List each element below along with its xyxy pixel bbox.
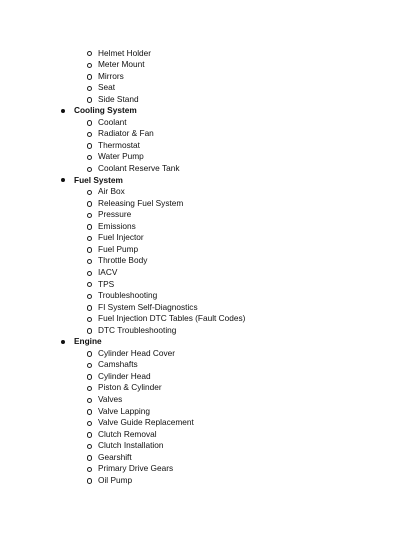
outline-item-label: Fuel Pump: [98, 243, 139, 254]
bullet-circle-icon: [87, 63, 92, 68]
bullet-circle-icon: [87, 51, 92, 56]
bullet-circle-icon: [87, 167, 92, 172]
bullet-circle-icon: [87, 455, 92, 460]
bullet-circle-icon: [87, 374, 92, 379]
outline-item-label: Seat: [98, 82, 116, 93]
outline-item-label: DTC Troubleshooting: [98, 324, 177, 335]
bullet-circle-icon: [87, 143, 92, 148]
outline-item-label: Primary Drive Gears: [98, 463, 174, 474]
bullet-circle-icon: [87, 201, 92, 206]
outline-item-label: Cylinder Head Cover: [98, 347, 176, 358]
bullet-circle-icon: [87, 155, 92, 160]
bullet-circle-icon: [87, 398, 92, 403]
outline-item-label: FI System Self-Diagnostics: [98, 301, 198, 312]
outline-item-label: Helmet Holder: [98, 47, 152, 58]
outline-item-label: Releasing Fuel System: [98, 197, 184, 208]
bullet-circle-icon: [87, 478, 92, 483]
outline-item-label: Valves: [98, 394, 123, 404]
bullet-circle-icon: [87, 305, 92, 310]
bullet-circle-icon: [87, 444, 92, 449]
outline-item-label: TPS: [98, 278, 115, 289]
bullet-circle-icon: [87, 236, 92, 241]
outline-item-label: Thermostat: [98, 139, 140, 150]
outline-item-label: Meter Mount: [98, 59, 145, 70]
section-heading-label: Fuel System: [74, 174, 123, 185]
outline-item-label: Fuel Injector: [98, 232, 144, 243]
bullet-circle-icon: [87, 363, 92, 368]
bullet-disc-icon: [61, 178, 65, 182]
bullet-circle-icon: [87, 132, 92, 137]
bullet-circle-icon: [87, 421, 92, 426]
outline-item-label: Side Stand: [98, 93, 139, 104]
outline-item-label: Oil Pump: [98, 474, 133, 485]
outline-item-label: Clutch Removal: [98, 428, 157, 439]
bullet-circle-icon: [87, 271, 92, 276]
outline-item-label: Cylinder Head: [98, 370, 151, 381]
outline-item-label: Valve Guide Replacement: [98, 417, 194, 428]
bullet-circle-icon: [87, 190, 92, 195]
outline-item-label: Coolant Reserve Tank: [98, 163, 180, 173]
outline-item-label: Throttle Body: [98, 255, 148, 266]
bullet-circle-icon: [87, 432, 92, 437]
bullet-circle-icon: [87, 224, 92, 229]
bullet-circle-icon: [87, 351, 92, 356]
bullet-circle-icon: [87, 97, 92, 102]
bullet-circle-icon: [87, 467, 92, 472]
section-heading-label: Engine: [74, 336, 102, 347]
bullet-circle-icon: [87, 317, 92, 322]
bullet-circle-icon: [87, 259, 92, 264]
section-heading-label: Cooling System: [74, 105, 137, 116]
outline-item-label: Troubleshooting: [98, 290, 158, 301]
bullet-circle-icon: [87, 74, 92, 79]
bullet-circle-icon: [87, 120, 92, 125]
outline-item-label: Camshafts: [98, 359, 138, 370]
bullet-disc-icon: [61, 340, 65, 344]
outline-item-label: Gearshift: [98, 451, 132, 462]
outline-item-label: Pressure: [98, 209, 132, 220]
bullet-circle-icon: [87, 386, 92, 391]
outline-item-label: IACV: [98, 266, 118, 277]
bullet-circle-icon: [87, 213, 92, 218]
bullet-disc-icon: [61, 109, 65, 113]
outline-item-label: Coolant: [98, 116, 127, 127]
outline-item-label: Piston & Cylinder: [98, 382, 162, 393]
outline-item-label: Clutch Installation: [98, 440, 164, 451]
bullet-circle-icon: [87, 294, 92, 299]
bullet-circle-icon: [87, 247, 92, 252]
outline-item-label: Radiator & Fan: [98, 128, 154, 139]
bullet-circle-icon: [87, 86, 92, 91]
outline-item-label: Fuel Injection DTC Tables (Fault Codes): [98, 313, 246, 324]
outline-item-label: Air Box: [98, 186, 125, 197]
outline-item-label: Water Pump: [98, 151, 144, 162]
outline-item-label: Valve Lapping: [98, 405, 150, 416]
outline-item-label: Mirrors: [98, 70, 124, 81]
outline-item-label: Emissions: [98, 220, 136, 231]
bullet-circle-icon: [87, 282, 92, 287]
bullet-circle-icon: [87, 409, 92, 414]
bullet-circle-icon: [87, 328, 92, 333]
